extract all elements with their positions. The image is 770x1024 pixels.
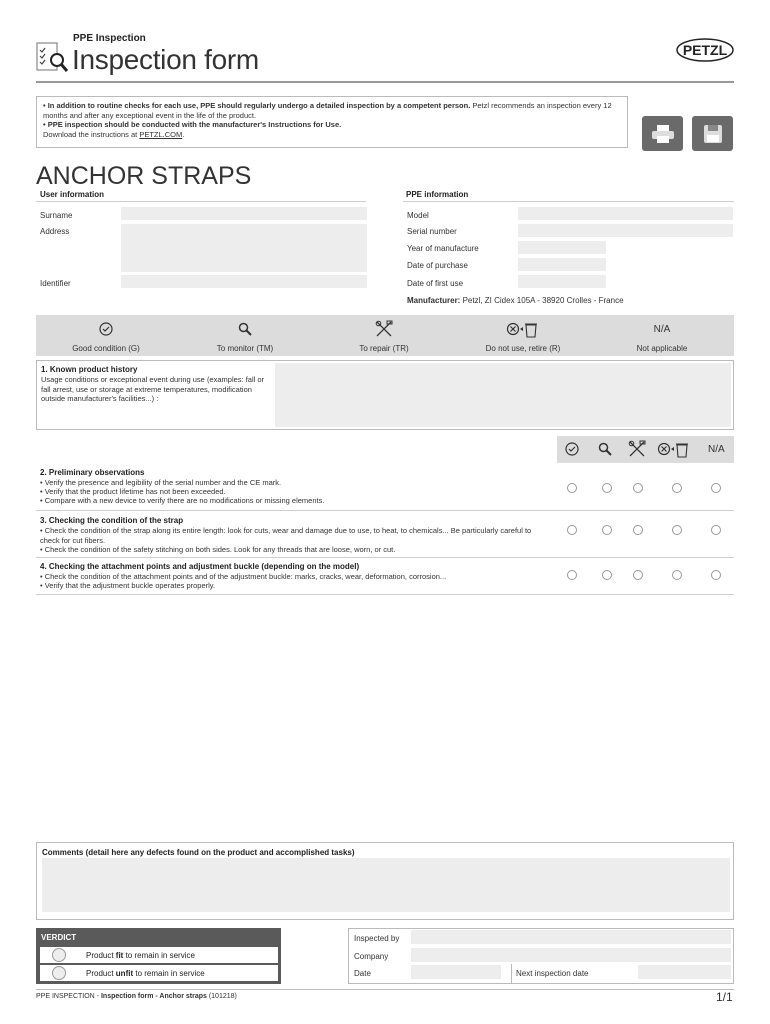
purchase-label: Date of purchase [407, 261, 468, 270]
section-4-radio-good[interactable] [567, 570, 577, 580]
notice-box: • In addition to routine checks for each use, PPE should regularly undergo a detailed inspection by a competent person. Petzl recommends an inspection every 12 months and after any exceptional event in the life of the product. • PPE inspection should be conducted with the manufacturer's Instructions for Use. Download the instructions at PETZL.COM. [36, 96, 628, 148]
date-label: Date [354, 969, 371, 978]
section-4-radio-repair[interactable] [633, 570, 643, 580]
section-3-radio-retire[interactable] [672, 525, 682, 535]
section-3-radio-repair[interactable] [633, 525, 643, 535]
section-2-radio-na[interactable] [711, 483, 721, 493]
section-2-radio-good[interactable] [567, 483, 577, 493]
surname-label: Surname [40, 211, 73, 220]
section-2-title: 2. Preliminary observations [40, 468, 145, 477]
year-field[interactable] [518, 241, 606, 254]
purchase-field[interactable] [518, 258, 606, 271]
floppy-disk-icon [703, 124, 723, 144]
manufacturer: Manufacturer: Petzl, ZI Cidex 105A - 38920 Crolles - France [407, 296, 624, 305]
page-number: 1/1 [716, 990, 733, 1004]
history-text: Usage conditions or exceptional event during use (examples: fall or fall arrest, use or storage at extreme temperatures, modification outside manufacturer's facilities...) : [41, 375, 265, 403]
section-2-item: • Verify that the product lifetime has not been exceeded. [40, 487, 226, 496]
section-2-radio-monitor[interactable] [602, 483, 612, 493]
form-icon [36, 40, 68, 74]
history-title: 1. Known product history [41, 365, 138, 374]
notice-line1-rest: Petzl recommends an inspection every 12 months and after any exceptional event in the life of the product. [43, 101, 612, 120]
magnifier-icon [238, 322, 252, 336]
petzl-logo [676, 38, 734, 62]
section-3-radio-good[interactable] [567, 525, 577, 535]
comments-title: Comments (detail here any defects found on the product and accomplished tasks) [42, 848, 355, 857]
section-3-radio-monitor[interactable] [602, 525, 612, 535]
verdict-fit-radio[interactable] [52, 948, 66, 962]
page-title: Inspection form [72, 44, 259, 75]
magnifier-icon [598, 442, 612, 456]
date-field[interactable] [411, 965, 501, 979]
retire-bin-icon [657, 440, 691, 458]
verdict-fit-option[interactable]: Product fit to remain in service [40, 947, 278, 963]
comments-field[interactable] [42, 858, 730, 912]
section-2-radio-retire[interactable] [672, 483, 682, 493]
legend-na: N/A Not applicable [636, 323, 688, 353]
verdict-unfit-option[interactable]: Product unfit to remain in service [40, 965, 278, 981]
notice-line1-bold: • In addition to routine checks for each use, PPE should regularly undergo a detailed inspection by a competent person. [43, 101, 471, 110]
product-title: ANCHOR STRAPS [36, 162, 252, 190]
model-label: Model [407, 211, 429, 220]
section-4-item: • Verify that the adjustment buckle operates properly. [40, 581, 216, 590]
serial-field[interactable] [518, 224, 733, 237]
ppe-info-heading: PPE information [406, 190, 469, 199]
status-na-label: N/A [708, 444, 725, 455]
first-use-field[interactable] [518, 275, 606, 288]
check-circle-icon [565, 442, 579, 456]
notice-line3: Download the instructions at [43, 129, 140, 139]
header-divider [36, 81, 734, 83]
identifier-field[interactable] [121, 275, 367, 288]
check-circle-icon [99, 322, 113, 336]
user-info-heading: User information [40, 190, 105, 199]
model-field[interactable] [518, 207, 733, 220]
first-use-label: Date of first use [407, 279, 464, 288]
identifier-label: Identifier [40, 279, 71, 288]
save-button[interactable] [692, 116, 733, 151]
inspected-by-label: Inspected by [354, 934, 400, 943]
verdict-title: VERDICT [41, 933, 77, 942]
section-3-title: 3. Checking the condition of the strap [40, 516, 184, 525]
retire-bin-icon [506, 320, 540, 338]
notice-line2: • PPE inspection should be conducted with the manufacturer's Instructions for Use. [43, 120, 342, 129]
section-3-item: • Check the condition of the safety stitching on both sides. Look for any threads that are loose, worn, or cut. [40, 545, 396, 554]
legend-good: Good condition (G) [46, 320, 166, 353]
section-2-item: • Compare with a new device to verify there are no modifications or missing elements. [40, 496, 325, 505]
section-3-item: • Check the condition of the strap along its entire length: look for cuts, wear and damage due to use, to heat, to chemicals... Be particularly careful to check for cut fibers. [40, 526, 532, 545]
next-inspection-label: Next inspection date [516, 969, 589, 978]
print-button[interactable] [642, 116, 683, 151]
tools-icon [628, 440, 646, 458]
address-label: Address [40, 227, 70, 236]
svg-text:PETZL: PETZL [682, 42, 728, 58]
section-4-item: • Check the condition of the attachment points and of the adjustment buckle: marks, cracks, wear, deformation, corrosion... [40, 572, 447, 581]
legend-retire: Do not use, retire (R) [463, 320, 583, 353]
header-kicker: PPE Inspection [73, 33, 146, 44]
year-label: Year of manufacture [407, 244, 479, 253]
printer-icon [651, 124, 675, 144]
petzl-link[interactable]: PETZL.COM [139, 129, 183, 139]
inspected-by-field[interactable] [411, 930, 731, 944]
next-inspection-field[interactable] [638, 965, 731, 979]
serial-label: Serial number [407, 227, 457, 236]
section-2-item: • Verify the presence and legibility of the serial number and the CE mark. [40, 478, 282, 487]
address-field[interactable] [121, 224, 367, 272]
section-4-radio-na[interactable] [711, 570, 721, 580]
verdict-unfit-radio[interactable] [52, 966, 66, 980]
history-field[interactable] [275, 363, 731, 427]
section-3-radio-na[interactable] [711, 525, 721, 535]
section-2-radio-repair[interactable] [633, 483, 643, 493]
company-field[interactable] [411, 948, 731, 962]
section-4-radio-monitor[interactable] [602, 570, 612, 580]
section-4-title: 4. Checking the attachment points and adjustment buckle (depending on the model) [40, 562, 360, 571]
company-label: Company [354, 952, 389, 961]
footer-text: PPE INSPECTION - Inspection form - Anchor straps (101218) [36, 993, 237, 1000]
legend-repair: To repair (TR) [324, 320, 444, 353]
tools-icon [375, 320, 393, 338]
surname-field[interactable] [121, 207, 367, 220]
legend-monitor: To monitor (TM) [185, 320, 305, 353]
section-4-radio-retire[interactable] [672, 570, 682, 580]
